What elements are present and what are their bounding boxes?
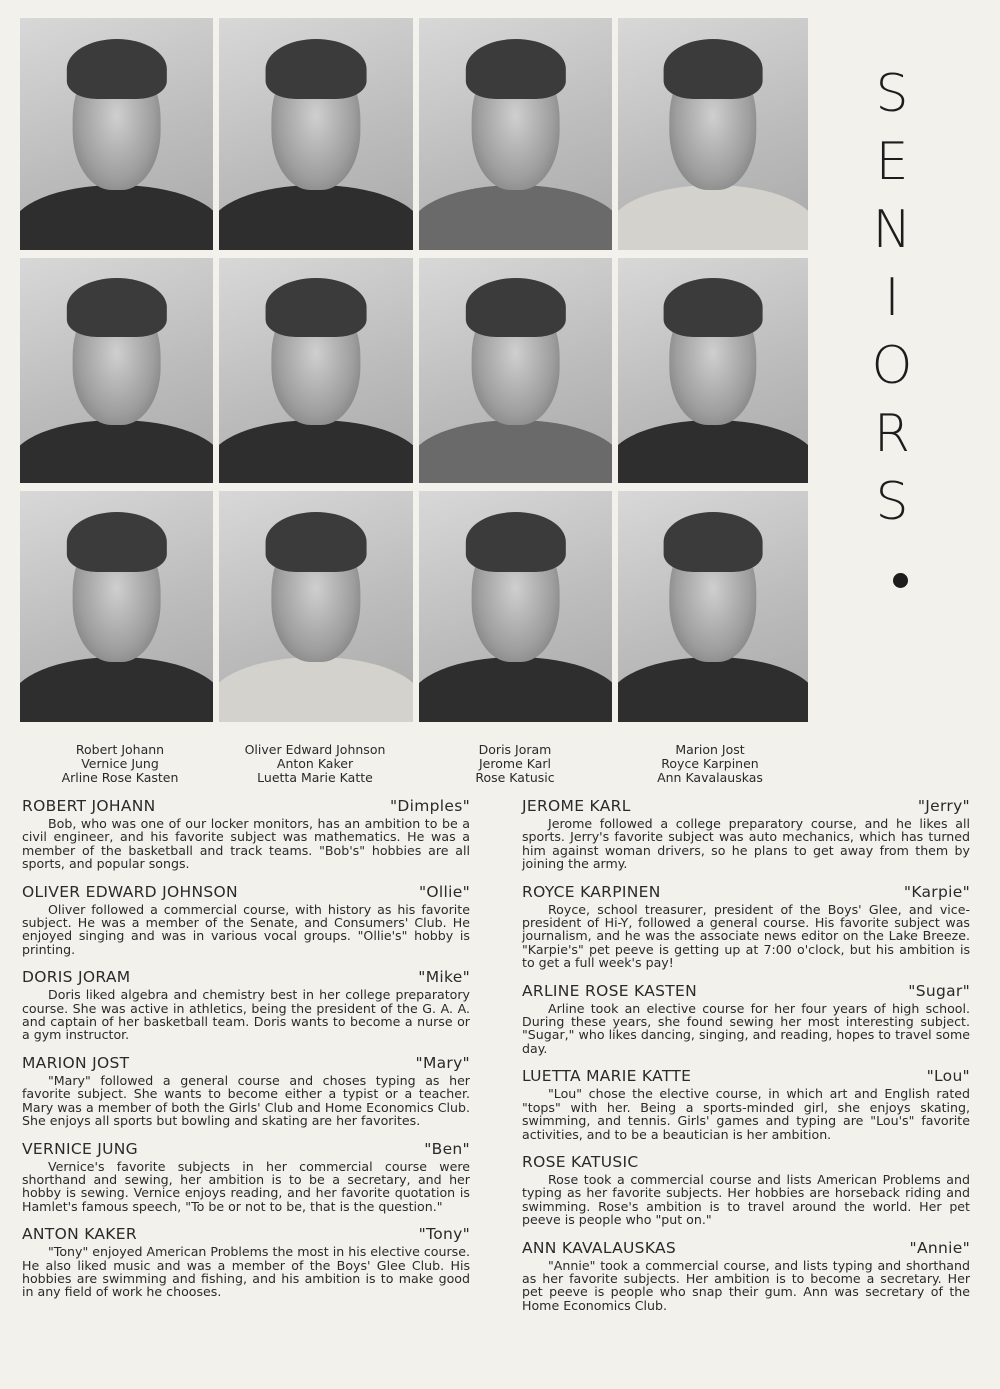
senior-description: Vernice's favorite subjects in her commercial course were shorthand and sewing, her ambition is to be a secretary, and her hobby is sewing. Vernice enjoys reading, and her favorite quotation is Hamlet's famous speech, "To be or not to be, that is the question." — [22, 1158, 470, 1214]
senior-description: Oliver followed a commercial course, with history as his favorite subject. He was a member of the Senate, and Consumers' Club. He enjoyed singing and was in various vocal groups. "Ollie's" hobby is printing. — [22, 901, 470, 957]
senior-description: Doris liked algebra and chemistry best in her college preparatory course. She was active in athletics, being the president of the G. A. A. and captain of her basketball team. Doris wants to become a nurse or a gym instructor. — [22, 987, 470, 1043]
photo-anton-kaker — [219, 258, 413, 483]
caption-name: Jerome Karl — [479, 756, 551, 771]
caption-name: Ann Kavalauskas — [657, 770, 763, 785]
senior-name: ROYCE KARPINEN — [522, 882, 661, 901]
senior-nickname: "Ben" — [424, 1139, 470, 1158]
title-letter: R — [873, 404, 911, 464]
senior-name: ROBERT JOHANN — [22, 797, 156, 815]
senior-entry — [22, 883, 470, 957]
caption-name: Marion Jost — [675, 742, 745, 757]
title-letter: I — [884, 268, 900, 328]
senior-description: Jerome followed a college preparatory course, and he likes all sports. Jerry's favorite subject was auto mechanics, which has turned him against woman drivers, so he plans to get away from them by joining the army. — [522, 816, 970, 872]
caption-column-1 — [40, 743, 200, 785]
senior-description: "Mary" followed a general course and choses typing as her favorite subject. She wants to become either a typist or a teacher. Mary was a member of both the Girls' Club and Home Economics Club. She enjoys all sports but bowling and skating are her favorites. — [22, 1072, 470, 1129]
photo-oliver-edward-johnson — [219, 18, 413, 250]
caption-name: Anton Kaker — [276, 756, 354, 771]
caption-name: Royce Karpinen — [661, 756, 759, 771]
senior-nickname: "Ollie" — [418, 882, 470, 901]
senior-entry — [22, 797, 470, 871]
senior-entry — [522, 1153, 970, 1227]
photo-luetta-marie-katte — [219, 491, 413, 722]
senior-nickname: "Mary" — [415, 1053, 470, 1072]
page-title — [862, 60, 922, 536]
writeups-left-column — [22, 797, 470, 1299]
senior-name: JEROME KARL — [522, 797, 631, 815]
photo-rose-katusic — [419, 491, 612, 722]
senior-nickname: "Annie" — [909, 1238, 970, 1257]
caption-name: Doris Joram — [478, 742, 552, 757]
senior-description: Rose took a commercial course and lists American Problems and typing as her favorite subjects. Her hobbies are horseback riding and swimming. Rose's ambition is to travel around the world. Her pet peeve is people who "put on." — [522, 1171, 970, 1228]
senior-description: "Tony" enjoyed American Problems the most in his elective course. He also liked music and was a member of the Boys' Glee Club. His hobbies are swimming and fishing, and his ambition is to make good in any field of work he chooses. — [22, 1244, 470, 1300]
writeups-right-column — [522, 797, 970, 1312]
photo-arline-rose-kasten — [20, 491, 213, 722]
title-letter: N — [872, 200, 912, 260]
caption-name: Vernice Jung — [81, 756, 159, 771]
senior-name: ANTON KAKER — [22, 1225, 137, 1244]
photo-ann-kavalauskas — [618, 491, 808, 722]
senior-nickname: "Jerry" — [917, 797, 970, 815]
caption-name: Arline Rose Kasten — [61, 770, 179, 785]
caption-name: Rose Katusic — [475, 770, 555, 785]
senior-description: "Lou" chose the elective course, in which art and English rated "tops" with her. Being a sports-minded girl, she enjoys skating, swimming, and tennis. Girls' games and typing are "Lou's" favorite activities, and to be a beautician is her ambition. — [522, 1086, 970, 1142]
senior-description: Royce, school treasurer, president of the Boys' Glee, and vice-president of Hi-Y, followed a general course. His favorite subject was journalism, and he was the associate news editor on the Lake Breeze. "Karpie's" pet peeve is getting up at 7:00 o'clock, but his ambition is to get a full week's pay! — [522, 901, 970, 971]
senior-description: "Annie" took a commercial course, and lists typing and shorthand as her favorite subjects. Her ambition is to become a secretary. Her pet peeve is people who snap their gum. Ann was secretary of the Home Economics Club. — [522, 1257, 970, 1313]
senior-entry — [522, 982, 970, 1056]
caption-column-2 — [220, 743, 410, 785]
senior-name: DORIS JORAM — [22, 968, 131, 987]
title-letter: E — [875, 132, 909, 192]
senior-entry — [22, 1054, 470, 1128]
senior-nickname: "Sugar" — [908, 981, 970, 1000]
photo-jerome-karl — [419, 258, 612, 483]
senior-entry — [22, 968, 470, 1042]
photo-doris-joram — [419, 18, 612, 250]
portrait-grid — [20, 18, 808, 722]
senior-nickname: "Karpie" — [903, 882, 970, 901]
title-letter: O — [871, 336, 913, 396]
senior-name: LUETTA MARIE KATTE — [522, 1067, 692, 1086]
senior-nickname: "Lou" — [926, 1067, 970, 1086]
senior-name: OLIVER EDWARD JOHNSON — [22, 882, 238, 901]
title-bullet-icon — [893, 573, 908, 588]
senior-entry — [522, 797, 970, 871]
senior-description: Arline took an elective course for her four years of high school. During these years, she found sewing her most interesting subject. "Sugar," who likes dancing, singing, and reading, hopes to travel some day. — [522, 1000, 970, 1056]
caption-column-4 — [635, 743, 785, 785]
title-letter: S — [875, 472, 909, 532]
senior-entry — [522, 1067, 970, 1141]
senior-nickname: "Mike" — [418, 968, 470, 987]
senior-name: ANN KAVALAUSKAS — [522, 1238, 677, 1257]
title-letter: S — [875, 64, 909, 124]
caption-name: Robert Johann — [75, 742, 165, 757]
senior-name: MARION JOST — [22, 1053, 130, 1072]
senior-name: ROSE KATUSIC — [522, 1152, 639, 1171]
senior-description: Bob, who was one of our locker monitors, has an ambition to be a civil engineer, and his favorite subject was mathematics. He was a member of the basketball and track teams. "Bob's" hobbies are all sports, and popular songs. — [22, 816, 470, 872]
senior-entry — [522, 883, 970, 970]
caption-column-3 — [440, 743, 590, 785]
photo-vernice-jung — [20, 258, 213, 483]
photo-robert-johann — [20, 18, 213, 250]
senior-nickname: "Dimples" — [389, 797, 470, 815]
senior-name: ARLINE ROSE KASTEN — [522, 981, 698, 1000]
senior-entry — [522, 1239, 970, 1313]
caption-name: Luetta Marie Katte — [257, 770, 373, 785]
senior-nickname: "Tony" — [418, 1225, 470, 1244]
photo-royce-karpinen — [618, 258, 808, 483]
senior-entry — [22, 1140, 470, 1214]
senior-entry — [22, 1225, 470, 1299]
photo-marion-jost — [618, 18, 808, 250]
caption-name: Oliver Edward Johnson — [244, 742, 386, 757]
senior-name: VERNICE JUNG — [22, 1139, 138, 1158]
